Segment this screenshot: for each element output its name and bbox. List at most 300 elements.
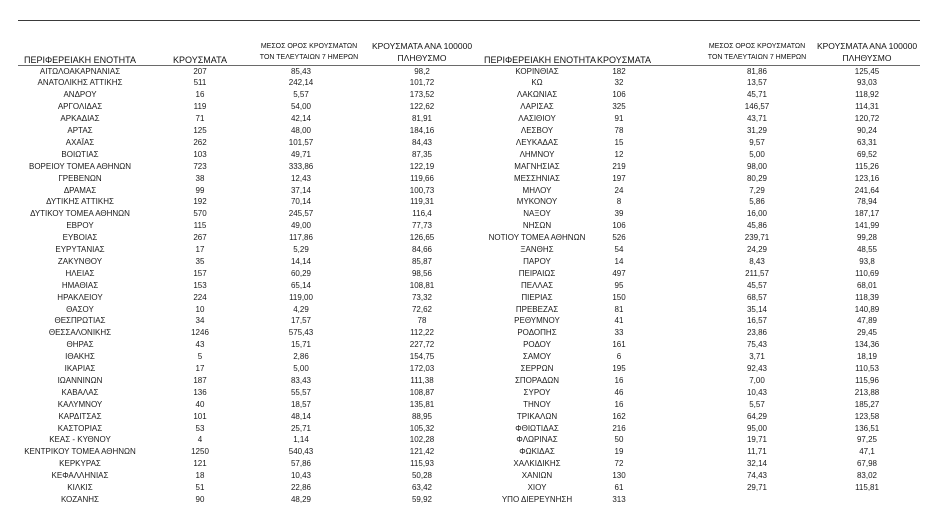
cases-count: 157 [193, 268, 207, 278]
cases-count: 219 [612, 161, 626, 171]
cases-count: 570 [193, 209, 207, 219]
region-name: ΤΗΝΟΥ [523, 399, 551, 409]
cases-per-100k: 141,99 [854, 221, 880, 231]
cases-count: 15 [614, 137, 624, 147]
cases-per-100k: 140,89 [854, 304, 880, 314]
region-name: ΑΙΤΩΛΟΑΚΑΡΝΑΝΙΑΣ [39, 66, 121, 76]
cases-count: 95 [614, 280, 624, 290]
table-row [0, 268, 937, 280]
cases-count: 24 [614, 185, 624, 195]
cases-per-100k: 73,32 [411, 292, 433, 302]
avg-7day-cases: 5,29 [293, 245, 309, 254]
cases-count: 35 [195, 256, 205, 266]
right-header-avg7-line1: ΜΕΣΟΣ ΟΡΟΣ ΚΡΟΥΣΜΑΤΩΝ [708, 43, 806, 50]
avg-7day-cases: 10,43 [746, 387, 768, 397]
region-name: ΠΕΙΡΑΙΩΣ [518, 268, 556, 278]
cases-count: 511 [193, 78, 207, 88]
avg-7day-cases: 146,57 [744, 102, 770, 112]
avg-7day-cases: 80,29 [746, 173, 768, 183]
cases-count: 121 [193, 459, 207, 469]
cases-per-100k: 116,4 [412, 209, 432, 219]
region-name: ΡΟΔΟΥ [523, 340, 551, 350]
cases-count: 99 [195, 185, 205, 195]
cases-count: 6 [616, 352, 622, 362]
cases-per-100k: 63,31 [856, 137, 878, 147]
cases-count: 38 [195, 173, 205, 183]
region-name: ΜΕΣΣΗΝΙΑΣ [514, 173, 560, 183]
cases-per-100k: 115,96 [855, 375, 879, 385]
left-header-avg7-line1: ΜΕΣΟΣ ΟΡΟΣ ΚΡΟΥΣΜΑΤΩΝ [260, 43, 358, 50]
avg-7day-cases: 70,14 [290, 197, 312, 207]
region-name: ΚΕΝΤΡΙΚΟΥ ΤΟΜΕΑ ΑΘΗΝΩΝ [24, 447, 136, 457]
avg-7day-cases: 14,14 [290, 256, 312, 266]
avg-7day-cases: 85,43 [290, 66, 312, 76]
cases-count: 12 [614, 149, 624, 159]
cases-count: 162 [612, 411, 626, 421]
cases-per-100k: 135,81 [409, 399, 435, 409]
avg-7day-cases: 32,14 [746, 459, 768, 469]
avg-7day-cases: 75,43 [746, 340, 768, 350]
region-name: ΚΟΡΙΝΘΙΑΣ [515, 66, 559, 76]
cases-count: 130 [612, 471, 626, 481]
avg-7day-cases: 49,71 [290, 149, 312, 159]
cases-count: 106 [612, 221, 626, 231]
cases-count: 192 [193, 197, 207, 207]
region-name: ΔΡΑΜΑΣ [63, 185, 97, 195]
cases-per-100k: 119,31 [410, 197, 434, 207]
table-row [0, 315, 937, 327]
region-name: ΗΛΕΙΑΣ [65, 268, 95, 278]
region-name: ΑΝΔΡΟΥ [63, 90, 97, 100]
avg-7day-cases: 95,00 [746, 423, 768, 433]
cases-count: 224 [193, 292, 207, 302]
avg-7day-cases: 333,86 [288, 161, 314, 171]
cases-per-100k: 123,16 [854, 173, 880, 183]
table-row [0, 173, 937, 185]
region-name: ΑΧΑΪΑΣ [65, 137, 95, 147]
avg-7day-cases: 5,00 [749, 149, 765, 159]
cases-per-100k: 93,03 [856, 78, 878, 88]
table-row [0, 220, 937, 232]
cases-per-100k: 48,55 [856, 245, 878, 254]
avg-7day-cases: 1,14 [293, 435, 309, 445]
avg-7day-cases: 5,00 [293, 364, 309, 373]
avg-7day-cases: 48,00 [290, 126, 312, 135]
cases-per-100k: 108,81 [409, 280, 435, 290]
left-header-cases: ΚΡΟΥΣΜΑΤΑ [173, 55, 227, 65]
avg-7day-cases: 92,43 [746, 364, 768, 373]
cases-count: 526 [612, 233, 626, 243]
cases-per-100k: 187,17 [854, 209, 880, 219]
cases-per-100k: 126,65 [409, 233, 435, 243]
cases-per-100k: 112,22 [410, 328, 434, 338]
avg-7day-cases: 45,71 [746, 90, 768, 100]
avg-7day-cases: 48,29 [290, 494, 312, 504]
cases-count: 16 [195, 90, 205, 100]
cases-per-100k: 72,62 [411, 304, 433, 314]
left-header-region: ΠΕΡΙΦΕΡΕΙΑΚΗ ΕΝΟΤΗΤΑ [23, 55, 137, 65]
cases-count: 50 [614, 435, 624, 445]
cases-count: 182 [612, 66, 626, 76]
avg-7day-cases: 49,00 [290, 221, 312, 231]
cases-count: 16 [614, 399, 624, 409]
table-row [0, 149, 937, 161]
table-row [0, 292, 937, 304]
cases-count: 101 [193, 411, 207, 421]
cases-count: 61 [614, 483, 624, 492]
cases-count: 267 [193, 233, 207, 243]
cases-per-100k: 59,92 [411, 494, 433, 504]
avg-7day-cases: 245,57 [288, 209, 314, 219]
cases-count: 136 [193, 387, 207, 397]
avg-7day-cases: 23,86 [746, 328, 768, 338]
table-row [0, 363, 937, 375]
avg-7day-cases: 60,29 [290, 268, 312, 278]
table-row [0, 434, 937, 446]
region-name: ΛΑΡΙΣΑΣ [520, 102, 554, 112]
region-name: ΚΑΛΥΜΝΟΥ [57, 399, 103, 409]
table-row [0, 101, 937, 113]
cases-per-100k: 78,94 [856, 197, 878, 207]
left-header-avg7-line2: ΤΟΝ ΤΕΛΕΥΤΑΙΩΝ 7 ΗΜΕΡΩΝ [259, 54, 359, 61]
cases-per-100k: 47,89 [856, 316, 878, 326]
region-name: ΣΑΜΟΥ [522, 352, 552, 362]
left-header-per100k-line1: ΚΡΟΥΣΜΑΤΑ ΑΝΑ 100000 [371, 41, 473, 51]
table-row [0, 77, 937, 89]
cases-per-100k: 119,66 [410, 173, 434, 183]
avg-7day-cases: 45,86 [746, 221, 768, 231]
region-name: ΘΕΣΠΡΩΤΙΑΣ [54, 316, 106, 326]
avg-7day-cases: 68,57 [746, 292, 768, 302]
left-header-per100k-line2: ΠΛΗΘΥΣΜΟ [397, 53, 447, 63]
table-row [0, 280, 937, 292]
cases-per-100k: 172,03 [409, 364, 435, 373]
cases-per-100k: 100,73 [409, 185, 435, 195]
region-name: ΗΜΑΘΙΑΣ [61, 280, 99, 290]
region-name: ΚΑΡΔΙΤΣΑΣ [58, 411, 102, 421]
cases-count: 78 [614, 126, 624, 135]
cases-per-100k: 18,19 [856, 352, 878, 362]
region-name: ΙΩΑΝΝΙΝΩΝ [57, 375, 103, 385]
avg-7day-cases: 25,71 [290, 423, 312, 433]
cases-count: 16 [614, 375, 624, 385]
cases-per-100k: 122,62 [409, 102, 435, 112]
avg-7day-cases: 9,57 [749, 137, 765, 147]
table-row [0, 399, 937, 411]
cases-count: 34 [195, 316, 205, 326]
region-name: ΙΚΑΡΙΑΣ [64, 364, 96, 373]
region-name: ΚΟΖΑΝΗΣ [60, 494, 100, 504]
avg-7day-cases: 7,00 [749, 375, 765, 385]
region-name: ΠΑΡΟΥ [523, 256, 551, 266]
cases-per-100k: 67,98 [856, 459, 878, 469]
table-row [0, 327, 937, 339]
region-name: ΚΩ [531, 78, 543, 88]
avg-7day-cases: 48,14 [290, 411, 312, 421]
avg-7day-cases: 83,43 [290, 375, 312, 385]
cases-count: 51 [195, 483, 205, 492]
cases-per-100k: 111,38 [410, 375, 434, 385]
cases-per-100k: 114,31 [855, 102, 879, 112]
region-name: ΗΡΑΚΛΕΙΟΥ [57, 292, 103, 302]
avg-7day-cases: 2,86 [293, 352, 309, 362]
cases-count: 53 [195, 423, 205, 433]
table-row [0, 161, 937, 173]
region-name: ΣΠΟΡΑΔΩΝ [514, 375, 560, 385]
cases-per-100k: 102,28 [409, 435, 435, 445]
cases-count: 150 [612, 292, 626, 302]
cases-per-100k: 136,51 [854, 423, 880, 433]
avg-7day-cases: 117,86 [289, 233, 313, 243]
cases-count: 14 [614, 256, 624, 266]
region-name: ΡΕΘΥΜΝΟΥ [514, 316, 560, 326]
cases-per-100k: 110,53 [855, 364, 879, 373]
region-name: ΚΕΦΑΛΛΗΝΙΑΣ [51, 471, 109, 481]
region-name: ΚΑΒΑΛΑΣ [61, 387, 99, 397]
cases-count: 187 [193, 375, 207, 385]
cases-per-100k: 101,72 [409, 78, 435, 88]
table-row [0, 113, 937, 125]
cases-count: 10 [195, 304, 205, 314]
cases-count: 46 [614, 387, 624, 397]
avg-7day-cases: 239,71 [744, 233, 770, 243]
cases-per-100k: 85,87 [411, 256, 433, 266]
cases-count: 125 [193, 126, 207, 135]
cases-count: 54 [614, 245, 624, 254]
region-name: ΑΡΓΟΛΙΔΑΣ [57, 102, 103, 112]
cases-per-100k: 69,52 [856, 149, 878, 159]
cases-count: 33 [614, 328, 624, 338]
cases-count: 195 [612, 364, 626, 373]
table-row [0, 411, 937, 423]
avg-7day-cases: 17,57 [290, 316, 312, 326]
avg-7day-cases: 64,29 [746, 411, 768, 421]
cases-per-100k: 110,69 [855, 268, 879, 278]
region-name: ΒΟΙΩΤΙΑΣ [61, 149, 99, 159]
table-row [0, 494, 937, 506]
cases-count: 32 [614, 78, 624, 88]
cases-count: 207 [193, 66, 207, 76]
table-row [0, 89, 937, 101]
avg-7day-cases: 74,43 [746, 471, 768, 481]
cases-count: 90 [195, 494, 205, 504]
avg-7day-cases: 19,71 [746, 435, 768, 445]
cases-per-100k: 63,42 [411, 483, 433, 492]
region-name: ΤΡΙΚΑΛΩΝ [516, 411, 558, 421]
region-name: ΝΗΣΩΝ [522, 221, 552, 231]
cases-count: 40 [195, 399, 205, 409]
cases-per-100k: 81,91 [411, 114, 433, 124]
cases-per-100k: 97,25 [856, 435, 878, 445]
right-header-avg7-line2: ΤΟΝ ΤΕΛΕΥΤΑΙΩΝ 7 ΗΜΕΡΩΝ [707, 54, 807, 61]
cases-per-100k: 77,73 [411, 221, 433, 231]
region-name: ΑΡΤΑΣ [67, 126, 93, 135]
region-name: ΕΒΡΟΥ [66, 221, 94, 231]
region-name: ΑΝΑΤΟΛΙΚΗΣ ΑΤΤΙΚΗΣ [37, 78, 123, 88]
cases-per-100k: 125,45 [854, 66, 880, 76]
cases-count: 103 [193, 149, 207, 159]
table-row [0, 125, 937, 137]
avg-7day-cases: 101,57 [288, 137, 314, 147]
avg-7day-cases: 81,86 [746, 66, 768, 76]
cases-count: 197 [612, 173, 626, 183]
avg-7day-cases: 54,00 [290, 102, 312, 112]
cases-count: 1250 [191, 447, 209, 457]
avg-7day-cases: 22,86 [290, 483, 312, 492]
cases-per-100k: 88,95 [411, 411, 433, 421]
avg-7day-cases: 98,00 [746, 161, 768, 171]
avg-7day-cases: 45,57 [746, 280, 768, 290]
cases-count: 72 [614, 459, 624, 469]
region-name: ΚΕΡΚΥΡΑΣ [59, 459, 101, 469]
cases-count: 115 [193, 221, 207, 231]
cases-count: 71 [195, 114, 205, 124]
region-name: ΘΗΡΑΣ [66, 340, 94, 350]
table-row [0, 375, 937, 387]
region-name: ΝΑΞΟΥ [523, 209, 551, 219]
cases-per-100k: 134,36 [854, 340, 880, 350]
avg-7day-cases: 211,57 [745, 268, 769, 278]
region-name: ΧΑΛΚΙΔΙΚΗΣ [513, 459, 561, 469]
avg-7day-cases: 12,43 [290, 173, 312, 183]
region-name: ΚΕΑΣ - ΚΥΘΝΟΥ [49, 435, 111, 445]
region-name: ΘΕΣΣΑΛΟΝΙΚΗΣ [48, 328, 112, 338]
avg-7day-cases: 5,57 [749, 399, 765, 409]
avg-7day-cases: 65,14 [290, 280, 312, 290]
cases-count: 43 [195, 340, 205, 350]
cases-per-100k: 105,32 [409, 423, 435, 433]
region-name: ΒΟΡΕΙΟΥ ΤΟΜΕΑ ΑΘΗΝΩΝ [28, 161, 132, 171]
right-header-per100k-line1: ΚΡΟΥΣΜΑΤΑ ΑΝΑ 100000 [816, 41, 918, 51]
table-row [0, 387, 937, 399]
cases-count: 106 [612, 90, 626, 100]
cases-count: 497 [612, 268, 626, 278]
region-name: ΖΑΚΥΝΘΟΥ [57, 256, 103, 266]
cases-per-100k: 115,26 [855, 161, 879, 171]
region-name: ΕΥΡΥΤΑΝΙΑΣ [55, 245, 105, 254]
region-name: ΝΟΤΙΟΥ ΤΟΜΕΑ ΑΘΗΝΩΝ [488, 233, 586, 243]
avg-7day-cases: 3,71 [749, 352, 765, 362]
region-name: ΠΡΕΒΕΖΑΣ [515, 304, 559, 314]
cases-per-100k: 50,28 [411, 471, 433, 481]
cases-per-100k: 87,35 [411, 149, 433, 159]
region-name: ΛΕΣΒΟΥ [520, 126, 554, 135]
region-name: ΑΡΚΑΔΙΑΣ [60, 114, 100, 124]
cases-per-100k: 93,8 [859, 256, 875, 266]
region-name: ΔΥΤΙΚΗΣ ΑΤΤΙΚΗΣ [46, 197, 114, 207]
table-row [0, 458, 937, 470]
table-row [0, 244, 937, 256]
region-name: ΡΟΔΟΠΗΣ [517, 328, 557, 338]
avg-7day-cases: 13,57 [746, 78, 768, 88]
avg-7day-cases: 16,00 [746, 209, 768, 219]
region-name: ΛΑΣΙΘΙΟΥ [518, 114, 556, 124]
avg-7day-cases: 4,29 [293, 304, 309, 314]
table-row [0, 482, 937, 494]
region-name: ΥΠΟ ΔΙΕΡΕΥΝΗΣΗ [501, 494, 573, 504]
table-row [0, 66, 937, 78]
cases-count: 216 [612, 423, 626, 433]
avg-7day-cases: 5,86 [749, 197, 765, 207]
region-name: ΜΑΓΝΗΣΙΑΣ [514, 161, 560, 171]
right-header-region: ΠΕΡΙΦΕΡΕΙΑΚΗ ΕΝΟΤΗΤΑ [483, 55, 597, 65]
avg-7day-cases: 31,29 [746, 126, 768, 135]
region-name: ΣΥΡΟΥ [523, 387, 551, 397]
avg-7day-cases: 29,71 [746, 483, 768, 492]
table-row [0, 470, 937, 482]
cases-count: 325 [612, 102, 626, 112]
right-header-cases: ΚΡΟΥΣΜΑΤΑ [597, 55, 651, 65]
cases-count: 1246 [191, 328, 209, 338]
region-name: ΧΙΟΥ [527, 483, 547, 492]
avg-7day-cases: 242,14 [288, 78, 314, 88]
cases-per-100k: 90,24 [856, 126, 878, 135]
cases-per-100k: 47,1 [859, 447, 875, 457]
cases-per-100k: 84,43 [411, 137, 433, 147]
region-name: ΜΗΛΟΥ [522, 185, 552, 195]
cases-per-100k: 98,2 [414, 66, 430, 76]
region-name: ΛΕΥΚΑΔΑΣ [515, 137, 559, 147]
region-name: ΜΥΚΟΝΟΥ [516, 197, 558, 207]
cases-count: 41 [614, 316, 624, 326]
cases-count: 81 [614, 304, 624, 314]
cases-per-100k: 122,19 [409, 161, 435, 171]
avg-7day-cases: 10,43 [290, 471, 312, 481]
region-name: ΦΛΩΡΙΝΑΣ [516, 435, 558, 445]
table-row [0, 137, 937, 149]
cases-count: 153 [193, 280, 207, 290]
cases-per-100k: 123,58 [854, 411, 880, 421]
cases-per-100k: 115,93 [410, 459, 434, 469]
cases-count: 17 [195, 245, 205, 254]
table-row [0, 304, 937, 316]
cases-per-100k: 29,45 [856, 328, 878, 338]
cases-count: 39 [614, 209, 624, 219]
region-name: ΙΘΑΚΗΣ [65, 352, 95, 362]
cases-per-100k: 83,02 [856, 471, 878, 481]
cases-per-100k: 115,81 [855, 483, 879, 492]
region-name: ΚΑΣΤΟΡΙΑΣ [57, 423, 103, 433]
table-row [0, 232, 937, 244]
region-name: ΞΑΝΘΗΣ [520, 245, 554, 254]
cases-per-100k: 99,28 [856, 233, 878, 243]
table-row [0, 208, 937, 220]
cases-per-100k: 68,01 [856, 280, 878, 290]
avg-7day-cases: 575,43 [288, 328, 314, 338]
cases-count: 18 [195, 471, 205, 481]
region-name: ΚΙΛΚΙΣ [67, 483, 93, 492]
cases-count: 5 [197, 352, 203, 362]
table-row [0, 351, 937, 363]
region-name: ΓΡΕΒΕΝΩΝ [58, 173, 102, 183]
region-name: ΕΥΒΟΙΑΣ [62, 233, 98, 243]
avg-7day-cases: 5,57 [293, 90, 309, 100]
table-row [0, 196, 937, 208]
table-row [0, 256, 937, 268]
cases-per-100k: 98,56 [411, 268, 433, 278]
cases-per-100k: 118,39 [855, 292, 879, 302]
region-name: ΠΙΕΡΙΑΣ [521, 292, 553, 302]
table-row [0, 423, 937, 435]
cases-per-100k: 173,52 [409, 90, 435, 100]
cases-count: 19 [614, 447, 624, 457]
cases-per-100k: 185,27 [854, 399, 880, 409]
table-row [0, 185, 937, 197]
avg-7day-cases: 35,14 [746, 304, 768, 314]
table-row [0, 339, 937, 351]
cases-count: 119 [193, 102, 207, 112]
cases-count: 8 [616, 197, 622, 207]
